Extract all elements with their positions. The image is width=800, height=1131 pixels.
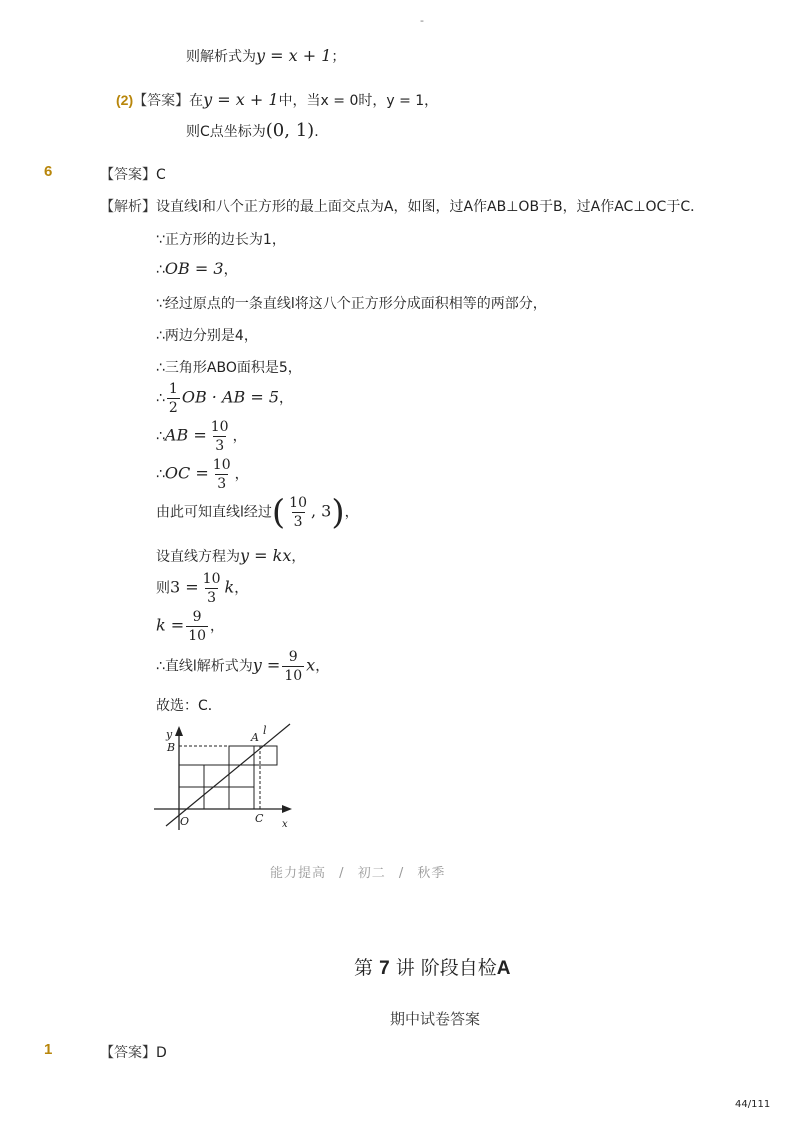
fraction: $\frac{10}{3}$ <box>212 457 231 492</box>
step-3: ∵经过原点的一条直线l将这八个正方形分成面积相等的两部分， <box>156 296 547 312</box>
answer-tag: 【答案】 <box>100 167 156 183</box>
fraction: $\frac{10}{3}$ <box>202 571 221 606</box>
answer-line <box>100 164 166 184</box>
step-6: ∴ $\frac{1}{2}$ OB · AB = 5， <box>156 381 294 416</box>
fraction: $\frac{9}{10}$ <box>188 609 207 644</box>
answer-tag: 【答案】 <box>133 93 190 109</box>
label-C: C <box>255 812 264 825</box>
step-1: ∵正方形的边长为1， <box>156 232 286 248</box>
label-A: A <box>251 731 259 744</box>
step-11: 则3 = $\frac{10}{3}$ k， <box>156 571 249 606</box>
fraction: $\frac{1}{2}$ <box>168 381 178 416</box>
step-9: 由此可知直线l经过( $\frac{10}{3}$ , 3)， <box>156 492 359 533</box>
section-subtitle: 期中试卷答案 <box>390 1010 481 1028</box>
step-10: 设直线方程为y = kx， <box>156 546 306 565</box>
answer-value: C <box>156 167 166 183</box>
prev-part2-line2: 则C点坐标为(0, 1). <box>186 120 319 141</box>
answer-value: D <box>156 1045 167 1061</box>
step-4: ∴两边分别是4， <box>156 328 258 344</box>
question-number: 1 <box>44 1041 53 1058</box>
y-axis-arrow <box>175 726 183 736</box>
label-O: O <box>180 815 190 828</box>
answer-line <box>100 1042 167 1062</box>
analysis-line <box>100 196 704 216</box>
squares-figure <box>152 722 302 834</box>
part-number: (2) <box>116 92 134 108</box>
step-7: ∴AB = $\frac{10}{3}$ ， <box>156 419 247 454</box>
step-2: ∴OB = 3， <box>156 259 238 278</box>
step-13: ∴直线l解析式为y = $\frac{9}{10}$ x， <box>156 649 330 684</box>
analysis-intro: 设直线l和八个正方形的最上面交点为A，如图，过A作AB⊥OB于B，过A作AC⊥OC于C． <box>156 199 705 215</box>
page-number: 44/111 <box>735 1099 771 1110</box>
step-14: 故选：C． <box>156 698 222 714</box>
fraction: $\frac{10}{3}$ <box>210 419 229 454</box>
prev-part2: (2)【答案】在y = x + 1中，当x = 0时，y = 1， <box>116 90 439 109</box>
analysis-tag: 【解析】 <box>100 199 156 215</box>
step-5: ∴三角形ABO面积是5， <box>156 360 302 376</box>
step-12: k = $\frac{9}{10}$ ， <box>156 609 225 644</box>
label-B: B <box>167 741 176 754</box>
eight-squares <box>179 746 277 809</box>
page-footer: 能力提高 / 初二 / 秋季 <box>270 866 446 881</box>
x-axis-arrow <box>282 805 292 813</box>
question-number: 6 <box>44 163 53 180</box>
label-l: l <box>263 724 267 737</box>
step-8: ∴OC = $\frac{10}{3}$ ， <box>156 457 249 492</box>
fraction: $\frac{10}{3}$ <box>289 495 307 530</box>
prev-line1: 则解析式为y = x + 1； <box>186 46 346 65</box>
label-x: x <box>282 819 288 830</box>
chapter-title: 第 7 讲 阶段自检A <box>354 957 511 979</box>
fraction: $\frac{9}{10}$ <box>284 649 303 684</box>
line-l <box>166 724 290 826</box>
answer-tag: 【答案】 <box>100 1045 156 1061</box>
label-y: y <box>166 728 173 741</box>
header-mark: - <box>420 14 424 27</box>
